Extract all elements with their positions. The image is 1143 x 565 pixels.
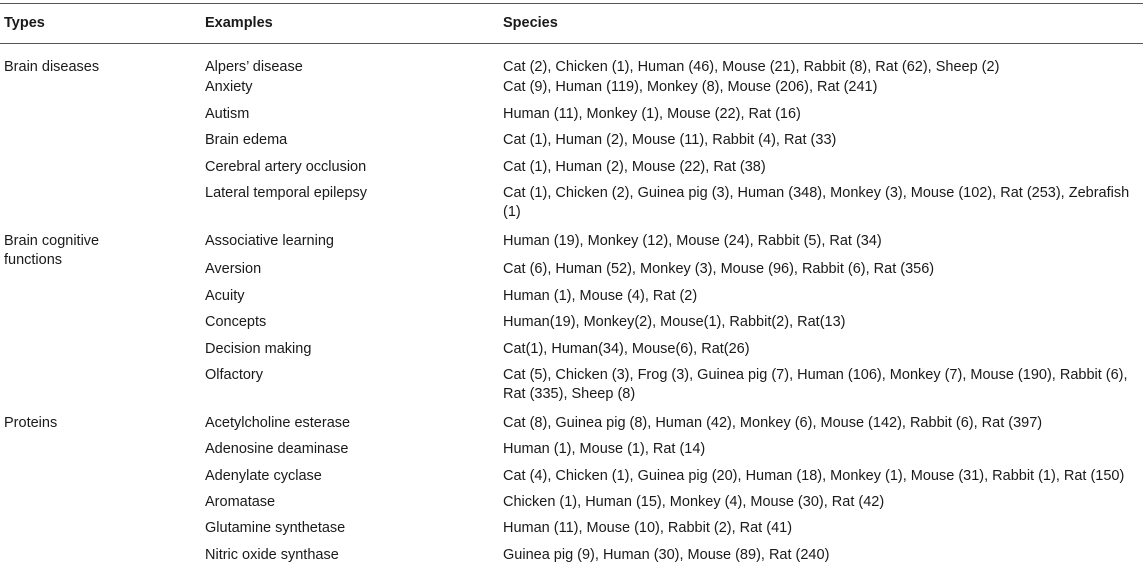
- example-cell: Anxiety: [205, 79, 253, 95]
- species-cell: Cat (6), Human (52), Monkey (3), Mouse (96), Rabbit (6), Rat (356): [503, 261, 935, 277]
- example-cell: Brain edema: [205, 132, 288, 148]
- species-cell: Human (19), Monkey (12), Mouse (24), Rabbit (5), Rat (34): [503, 233, 882, 249]
- header-examples: Examples: [205, 15, 273, 31]
- header-species: Species: [503, 15, 558, 31]
- example-cell: Nitric oxide synthase: [205, 547, 339, 563]
- species-cell: Cat (1), Human (2), Mouse (22), Rat (38): [503, 159, 766, 175]
- species-cell: Guinea pig (9), Human (30), Mouse (89), Rat (240): [503, 547, 830, 563]
- species-cell: Cat (1), Chicken (2), Guinea pig (3), Human (348), Monkey (3), Mouse (102), Rat (253), Zebrafish (1): [503, 185, 1130, 220]
- species-cell: Human (11), Mouse (10), Rabbit (2), Rat (41): [503, 520, 793, 536]
- species-cell: Human(19), Monkey(2), Mouse(1), Rabbit(2), Rat(13): [503, 314, 846, 330]
- example-cell: Alpers’ disease: [205, 59, 303, 75]
- table-header-rule: [0, 43, 1143, 44]
- header-types: Types: [4, 15, 45, 31]
- table-top-rule: [0, 3, 1143, 4]
- example-cell: Aversion: [205, 261, 262, 277]
- type-cell-brain-cognitive-functions: Brain cognitive functions: [4, 233, 100, 268]
- species-cell: Cat (9), Human (119), Monkey (8), Mouse (206), Rat (241): [503, 79, 878, 95]
- species-cell: Cat (2), Chicken (1), Human (46), Mouse (21), Rabbit (8), Rat (62), Sheep (2): [503, 59, 1000, 75]
- type-cell-brain-diseases: Brain diseases: [4, 59, 100, 75]
- example-cell: Autism: [205, 106, 250, 122]
- species-cell: Human (1), Mouse (4), Rat (2): [503, 288, 698, 304]
- example-cell: Cerebral artery occlusion: [205, 159, 367, 175]
- species-cell: Human (1), Mouse (1), Rat (14): [503, 441, 706, 457]
- example-cell: Aromatase: [205, 494, 276, 510]
- example-cell: Associative learning: [205, 233, 334, 249]
- type-cell-proteins: Proteins: [4, 415, 58, 431]
- species-cell: Chicken (1), Human (15), Monkey (4), Mouse (30), Rat (42): [503, 494, 885, 510]
- example-cell: Olfactory: [205, 367, 264, 383]
- example-cell: Acetylcholine esterase: [205, 415, 351, 431]
- species-cell: Cat(1), Human(34), Mouse(6), Rat(26): [503, 341, 750, 357]
- species-cell: Cat (8), Guinea pig (8), Human (42), Monkey (6), Mouse (142), Rabbit (6), Rat (397): [503, 415, 1043, 431]
- example-cell: Adenosine deaminase: [205, 441, 349, 457]
- example-cell: Lateral temporal epilepsy: [205, 185, 368, 201]
- species-cell: Human (11), Monkey (1), Mouse (22), Rat (16): [503, 106, 801, 122]
- species-cell: Cat (4), Chicken (1), Guinea pig (20), Human (18), Monkey (1), Mouse (31), Rabbit (1), Rat (150): [503, 468, 1125, 484]
- species-cell: Cat (5), Chicken (3), Frog (3), Guinea pig (7), Human (106), Monkey (7), Mouse (190), Rabbit (6), Rat (335), Sheep (8): [503, 367, 1128, 402]
- species-cell: Cat (1), Human (2), Mouse (11), Rabbit (4), Rat (33): [503, 132, 837, 148]
- example-cell: Glutamine synthetase: [205, 520, 346, 536]
- example-cell: Concepts: [205, 314, 267, 330]
- example-cell: Adenylate cyclase: [205, 468, 322, 484]
- example-cell: Decision making: [205, 341, 312, 357]
- example-cell: Acuity: [205, 288, 245, 304]
